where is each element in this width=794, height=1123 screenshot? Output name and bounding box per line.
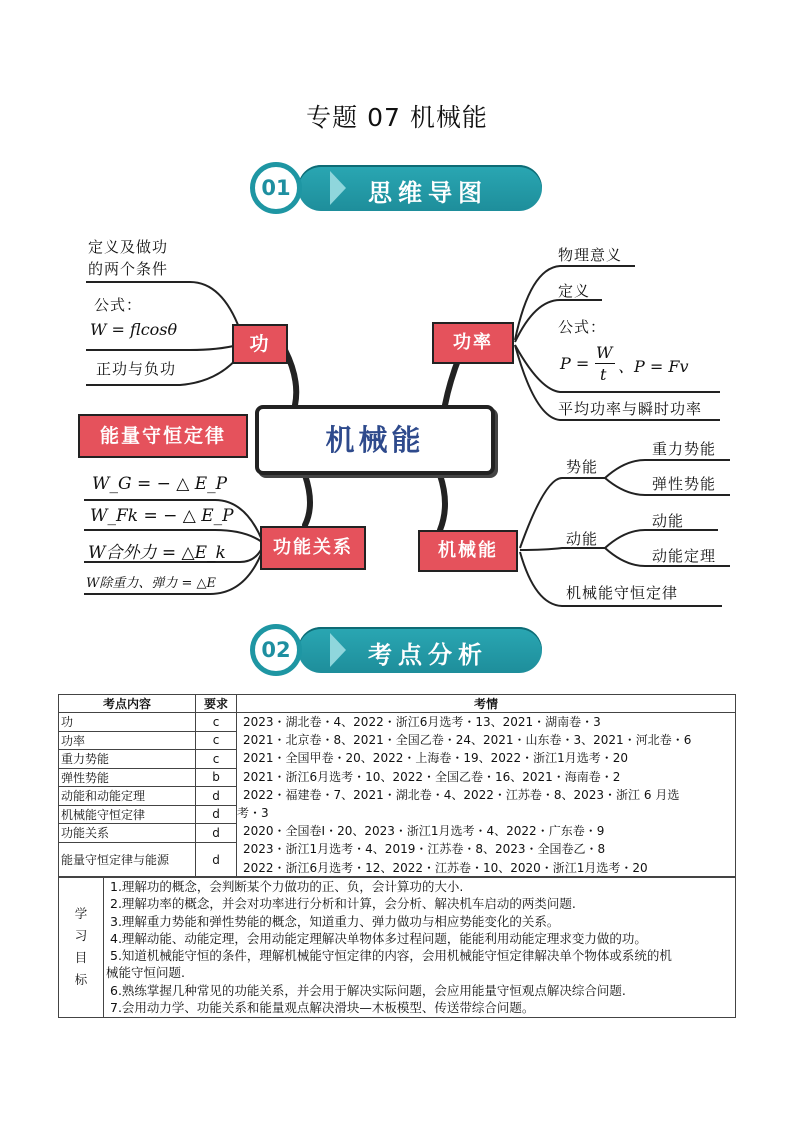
- header-topic: 考点内容: [59, 695, 196, 713]
- exam-line: 2020・全国卷Ⅰ・20、2023・浙江1月选考・4、2022・广东卷・9: [243, 824, 605, 839]
- connector-line: [440, 475, 445, 530]
- center-node: 机械能: [255, 405, 495, 475]
- goal-line: 械能守恒问题.: [106, 965, 185, 981]
- gonglv-item-2: 定义: [558, 282, 591, 300]
- exam-cell: [237, 713, 736, 878]
- topic-cell: 功率: [59, 731, 196, 750]
- level-cell: c: [196, 731, 237, 750]
- sub-dongneng-dingli: 动能定理: [652, 547, 717, 565]
- header-exam: 考情: [237, 695, 736, 713]
- goal-line: 6.熟练掌握几种常见的功能关系，并会用于解决实际问题，会应用能量守恒观点解决综合问题.: [110, 982, 626, 998]
- goal-line: 5.知道机械能守恒的条件，理解机械能守恒定律的内容，会用机械能守恒定律解决单个物体或系统的机: [110, 948, 672, 964]
- gonglv-formula-a: P =: [560, 354, 590, 373]
- topic-cell: 动能和动能定理: [59, 787, 196, 806]
- gonglv-item-3: 公式：: [558, 318, 607, 336]
- exam-table: [58, 694, 736, 878]
- exam-line: 2022・浙江6月选考・12、2022・江苏卷・10、2020・浙江1月选考・20: [243, 860, 648, 875]
- node-gonglv: 功率: [432, 322, 514, 364]
- gong-item-1: 定义及做功: [88, 238, 169, 256]
- exam-line: 2023・湖北卷・4、2022・浙江6月选考・13、2021・湖南卷・3: [243, 715, 601, 729]
- goals-row: [59, 877, 736, 1018]
- gonglv-item-4: 平均功率与瞬时功率: [558, 400, 703, 418]
- goals-label-char: 目: [74, 950, 88, 966]
- gonglv-formula-b: 、P = Fv: [618, 357, 689, 376]
- topic-cell: 功: [59, 713, 196, 732]
- banner-label: 思维导图: [368, 179, 488, 207]
- node-jixieneng: 机械能: [418, 530, 518, 572]
- shineng-label: 势能: [566, 458, 599, 476]
- goal-line: 1.理解功的概念，会判断某个力做功的正、负，会计算功的大小.: [110, 879, 464, 894]
- goals-label-char: 标: [74, 972, 88, 988]
- sub-zhongli-shineng: 重力势能: [652, 440, 717, 458]
- gonglv-formula-num: W: [596, 343, 613, 362]
- goals-table: [58, 876, 736, 1018]
- exam-line: 考・3: [237, 806, 269, 821]
- gong-item-2: 的两个条件: [88, 260, 169, 278]
- gonglv-item-1: 物理意义: [558, 246, 623, 264]
- level-cell: d: [196, 805, 237, 824]
- level-cell: d: [196, 787, 237, 806]
- exam-line: 2023・浙江1月选考・4、2019・江苏卷・8、2023・全国卷乙・8: [243, 842, 606, 857]
- gong-formula: W = flcosθ: [90, 320, 178, 339]
- guanxi-formula-4: W除重力、弹力 = △E: [86, 576, 217, 591]
- chevron-icon: [330, 633, 346, 667]
- banner-label: 考点分析: [368, 641, 488, 669]
- page-title: 专题 07 机械能: [306, 103, 488, 132]
- topic-cell: 弹性势能: [59, 768, 196, 787]
- topic-cell: 重力势能: [59, 750, 196, 769]
- sub-dongneng: 动能: [652, 512, 685, 530]
- level-cell: d: [196, 824, 237, 843]
- table-row: [59, 713, 736, 732]
- exam-line: 2021・浙江6月选考・10、2022・全国乙卷・16、2021・海南卷・2: [243, 769, 621, 784]
- goals-label-char: 学: [74, 906, 88, 922]
- connector-line: [86, 345, 238, 350]
- node-gong: 功: [232, 324, 288, 364]
- level-cell: c: [196, 750, 237, 769]
- topic-cell: 功能关系: [59, 824, 196, 843]
- node-gongneng-guanxi: 功能关系: [260, 526, 366, 570]
- topic-cell: 能量守恒定律与能源: [59, 842, 196, 877]
- header-level: 要求: [196, 695, 237, 713]
- dongneng-label: 动能: [566, 530, 599, 548]
- guanxi-formula-3: W合外力 = △E_k: [88, 543, 226, 563]
- goals-content-cell: [104, 877, 736, 1018]
- goals-label-char: 习: [74, 928, 88, 944]
- guanxi-formula-2: W_Fk = − △ E_P: [90, 506, 234, 526]
- exam-line: 2021・全国甲卷・20、2022・上海卷・19、2022・浙江1月选考・20: [243, 751, 629, 766]
- topic-cell: 机械能守恒定律: [59, 805, 196, 824]
- table-header-row: [59, 695, 736, 713]
- gong-item-3: 公式：: [94, 296, 143, 314]
- sub-tanxing-shineng: 弹性势能: [652, 475, 717, 493]
- section-number: 02: [250, 624, 302, 676]
- goal-line: 7.会用动力学、功能关系和能量观点解决滑块—木板模型、传送带综合问题。: [110, 1000, 535, 1016]
- goal-line: 3.理解重力势能和弹性势能的概念，知道重力、弹力做功与相应势能变化的关系。: [110, 913, 560, 929]
- jixieneng-shouheng: 机械能守恒定律: [566, 584, 679, 602]
- level-cell: d: [196, 842, 237, 877]
- connector-line: [305, 475, 310, 525]
- guanxi-formula-1: W_G = − △ E_P: [92, 474, 228, 494]
- gong-item-5: 正功与负功: [96, 360, 177, 378]
- section-number: 01: [250, 162, 302, 214]
- exam-line: 2021・北京卷・8、2021・全国乙卷・24、2021・山东卷・3、2021・河北卷・6: [243, 733, 692, 748]
- exam-line: 2022・福建卷・7、2021・湖北卷・4、2022・江苏卷・8、2023・浙江 6 月选: [243, 787, 680, 802]
- gonglv-formula-den: t: [600, 365, 607, 384]
- goals-label-cell: [59, 877, 104, 1018]
- goal-line: 2.理解功率的概念，并会对功率进行分析和计算，会分析、解决机车启动的两类问题.: [110, 896, 576, 912]
- level-cell: c: [196, 713, 237, 732]
- level-cell: b: [196, 768, 237, 787]
- goal-line: 4.理解动能、动能定理，会用动能定理解决单物体多过程问题，能能利用动能定理求变力做的功。: [110, 930, 647, 946]
- node-energy-conservation: 能量守恒定律: [78, 414, 248, 458]
- section-banner-analysis: [250, 624, 542, 676]
- fraction-bar: [595, 363, 615, 364]
